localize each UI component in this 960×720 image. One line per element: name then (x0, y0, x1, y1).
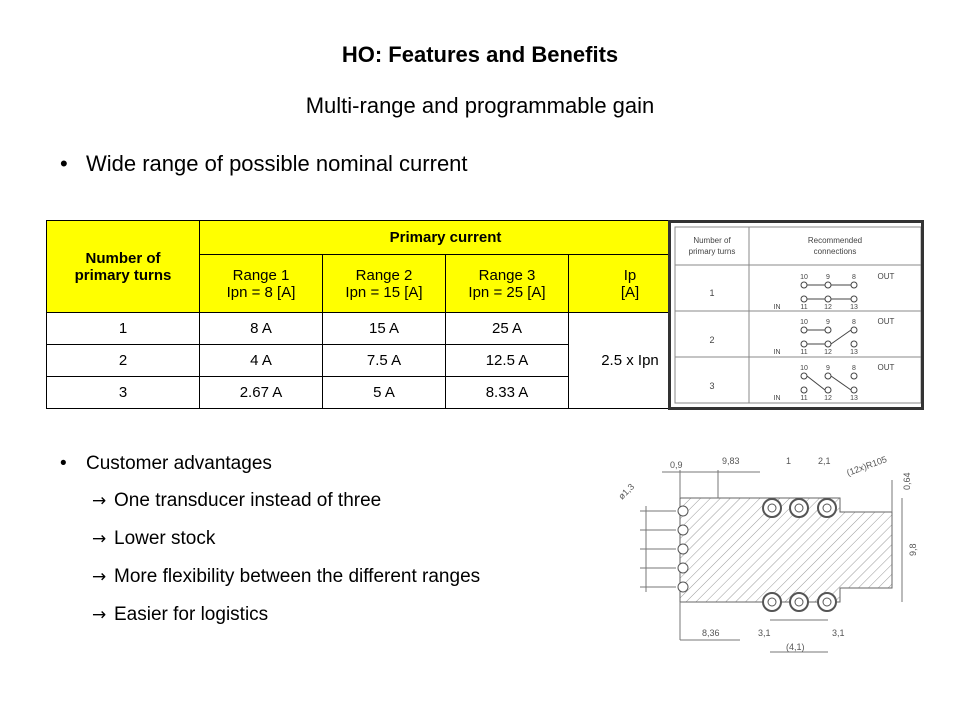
table-row (47, 313, 692, 345)
conn-header-conn-b: connections (813, 247, 857, 256)
dim-label: 0,9 (670, 460, 683, 470)
conn-header-turns-a: Number of (693, 236, 731, 245)
mechanical-drawing (610, 440, 940, 670)
cell-range-1: 8 A (200, 313, 323, 345)
cell-turns: 3 (47, 377, 200, 409)
svg-text:11: 11 (800, 304, 808, 311)
dim-label: (4,1) (786, 642, 805, 652)
svg-text:13: 13 (850, 349, 858, 356)
current-range-table (46, 220, 692, 409)
advantages-heading-text: Customer advantages (86, 453, 272, 474)
svg-text:IN: IN (773, 349, 781, 356)
list-item: → One transducer instead of three (92, 488, 480, 526)
cell-range-2: 5 A (323, 377, 446, 409)
slide-subtitle: Multi-range and programmable gain (305, 93, 655, 118)
dim-label: 3,1 (832, 628, 845, 638)
arrow-right-icon: → (92, 567, 107, 587)
svg-text:2: 2 (709, 335, 715, 345)
arrow-right-icon: → (92, 605, 107, 625)
bullet-glyph: • (60, 151, 68, 176)
advantages-heading (60, 453, 272, 475)
header-ip: Ip [A] (569, 255, 692, 313)
connections-diagram (671, 223, 921, 407)
svg-text:10: 10 (800, 319, 808, 326)
slide-title: HO: Features and Benefits (341, 42, 619, 67)
cell-range-3: 25 A (446, 313, 569, 345)
cell-range-1: 4 A (200, 345, 323, 377)
header-primary-current: Primary current (200, 221, 692, 255)
header-range-1: Range 1 Ipn = 8 [A] (200, 255, 323, 313)
svg-text:11: 11 (800, 395, 808, 402)
main-bullet (60, 151, 468, 177)
svg-text:12: 12 (824, 349, 832, 356)
dim-label: 3,1 (758, 628, 771, 638)
dim-label: 8,36 (702, 628, 720, 638)
svg-text:8: 8 (852, 274, 856, 281)
header-range-2: Range 2 Ipn = 15 [A] (323, 255, 446, 313)
cell-ip-value: 2.5 x Ipn (569, 313, 692, 409)
dim-label: 2,1 (818, 456, 831, 466)
list-item: → Lower stock (92, 526, 480, 564)
svg-text:9: 9 (826, 365, 830, 372)
cell-range-1: 2.67 A (200, 377, 323, 409)
svg-text:IN: IN (773, 395, 781, 402)
conn-row-3 (709, 363, 894, 402)
arrow-right-icon: → (92, 529, 107, 549)
svg-text:8: 8 (852, 319, 856, 326)
svg-text:OUT: OUT (877, 272, 895, 281)
list-item: → More flexibility between the different ranges (92, 564, 480, 602)
svg-text:10: 10 (800, 365, 808, 372)
svg-text:11: 11 (800, 349, 808, 356)
svg-text:9: 9 (826, 319, 830, 326)
dim-label: 0,64 (902, 472, 912, 490)
cell-range-2: 7.5 A (323, 345, 446, 377)
dim-label: 1 (786, 456, 792, 466)
advantages-list (92, 488, 480, 640)
cell-turns: 2 (47, 345, 200, 377)
svg-text:13: 13 (850, 395, 858, 402)
svg-text:8: 8 (852, 365, 856, 372)
svg-text:10: 10 (800, 274, 808, 281)
main-bullet-text: Wide range of possible nominal current (86, 151, 468, 176)
svg-text:OUT: OUT (877, 363, 895, 372)
conn-row-1 (709, 272, 894, 311)
svg-text:IN: IN (773, 304, 781, 311)
svg-text:1: 1 (709, 288, 715, 298)
conn-header-conn-a: Recommended (807, 236, 863, 245)
svg-text:3: 3 (709, 381, 715, 391)
dim-label: 9,83 (722, 456, 740, 466)
svg-text:13: 13 (850, 304, 858, 311)
conn-row-2 (709, 317, 894, 356)
bullet-glyph: • (60, 453, 67, 474)
dim-label: ø1,3 (616, 481, 637, 502)
header-range-3: Range 3 Ipn = 25 [A] (446, 255, 569, 313)
conn-header-turns-b: primary turns (688, 247, 736, 256)
connections-figure (668, 220, 924, 410)
dim-label: 9,8 (908, 543, 918, 556)
list-item: → Easier for logistics (92, 602, 480, 640)
cell-range-2: 15 A (323, 313, 446, 345)
svg-text:12: 12 (824, 395, 832, 402)
svg-text:9: 9 (826, 274, 830, 281)
svg-text:OUT: OUT (877, 317, 895, 326)
cell-range-3: 12.5 A (446, 345, 569, 377)
footprint-drawing (610, 440, 940, 670)
cell-range-3: 8.33 A (446, 377, 569, 409)
cell-turns: 1 (47, 313, 200, 345)
svg-text:12: 12 (824, 304, 832, 311)
arrow-right-icon: → (92, 491, 107, 511)
header-turns: Number of primary turns (47, 221, 200, 313)
dim-label: (12x)R105 (845, 454, 889, 478)
